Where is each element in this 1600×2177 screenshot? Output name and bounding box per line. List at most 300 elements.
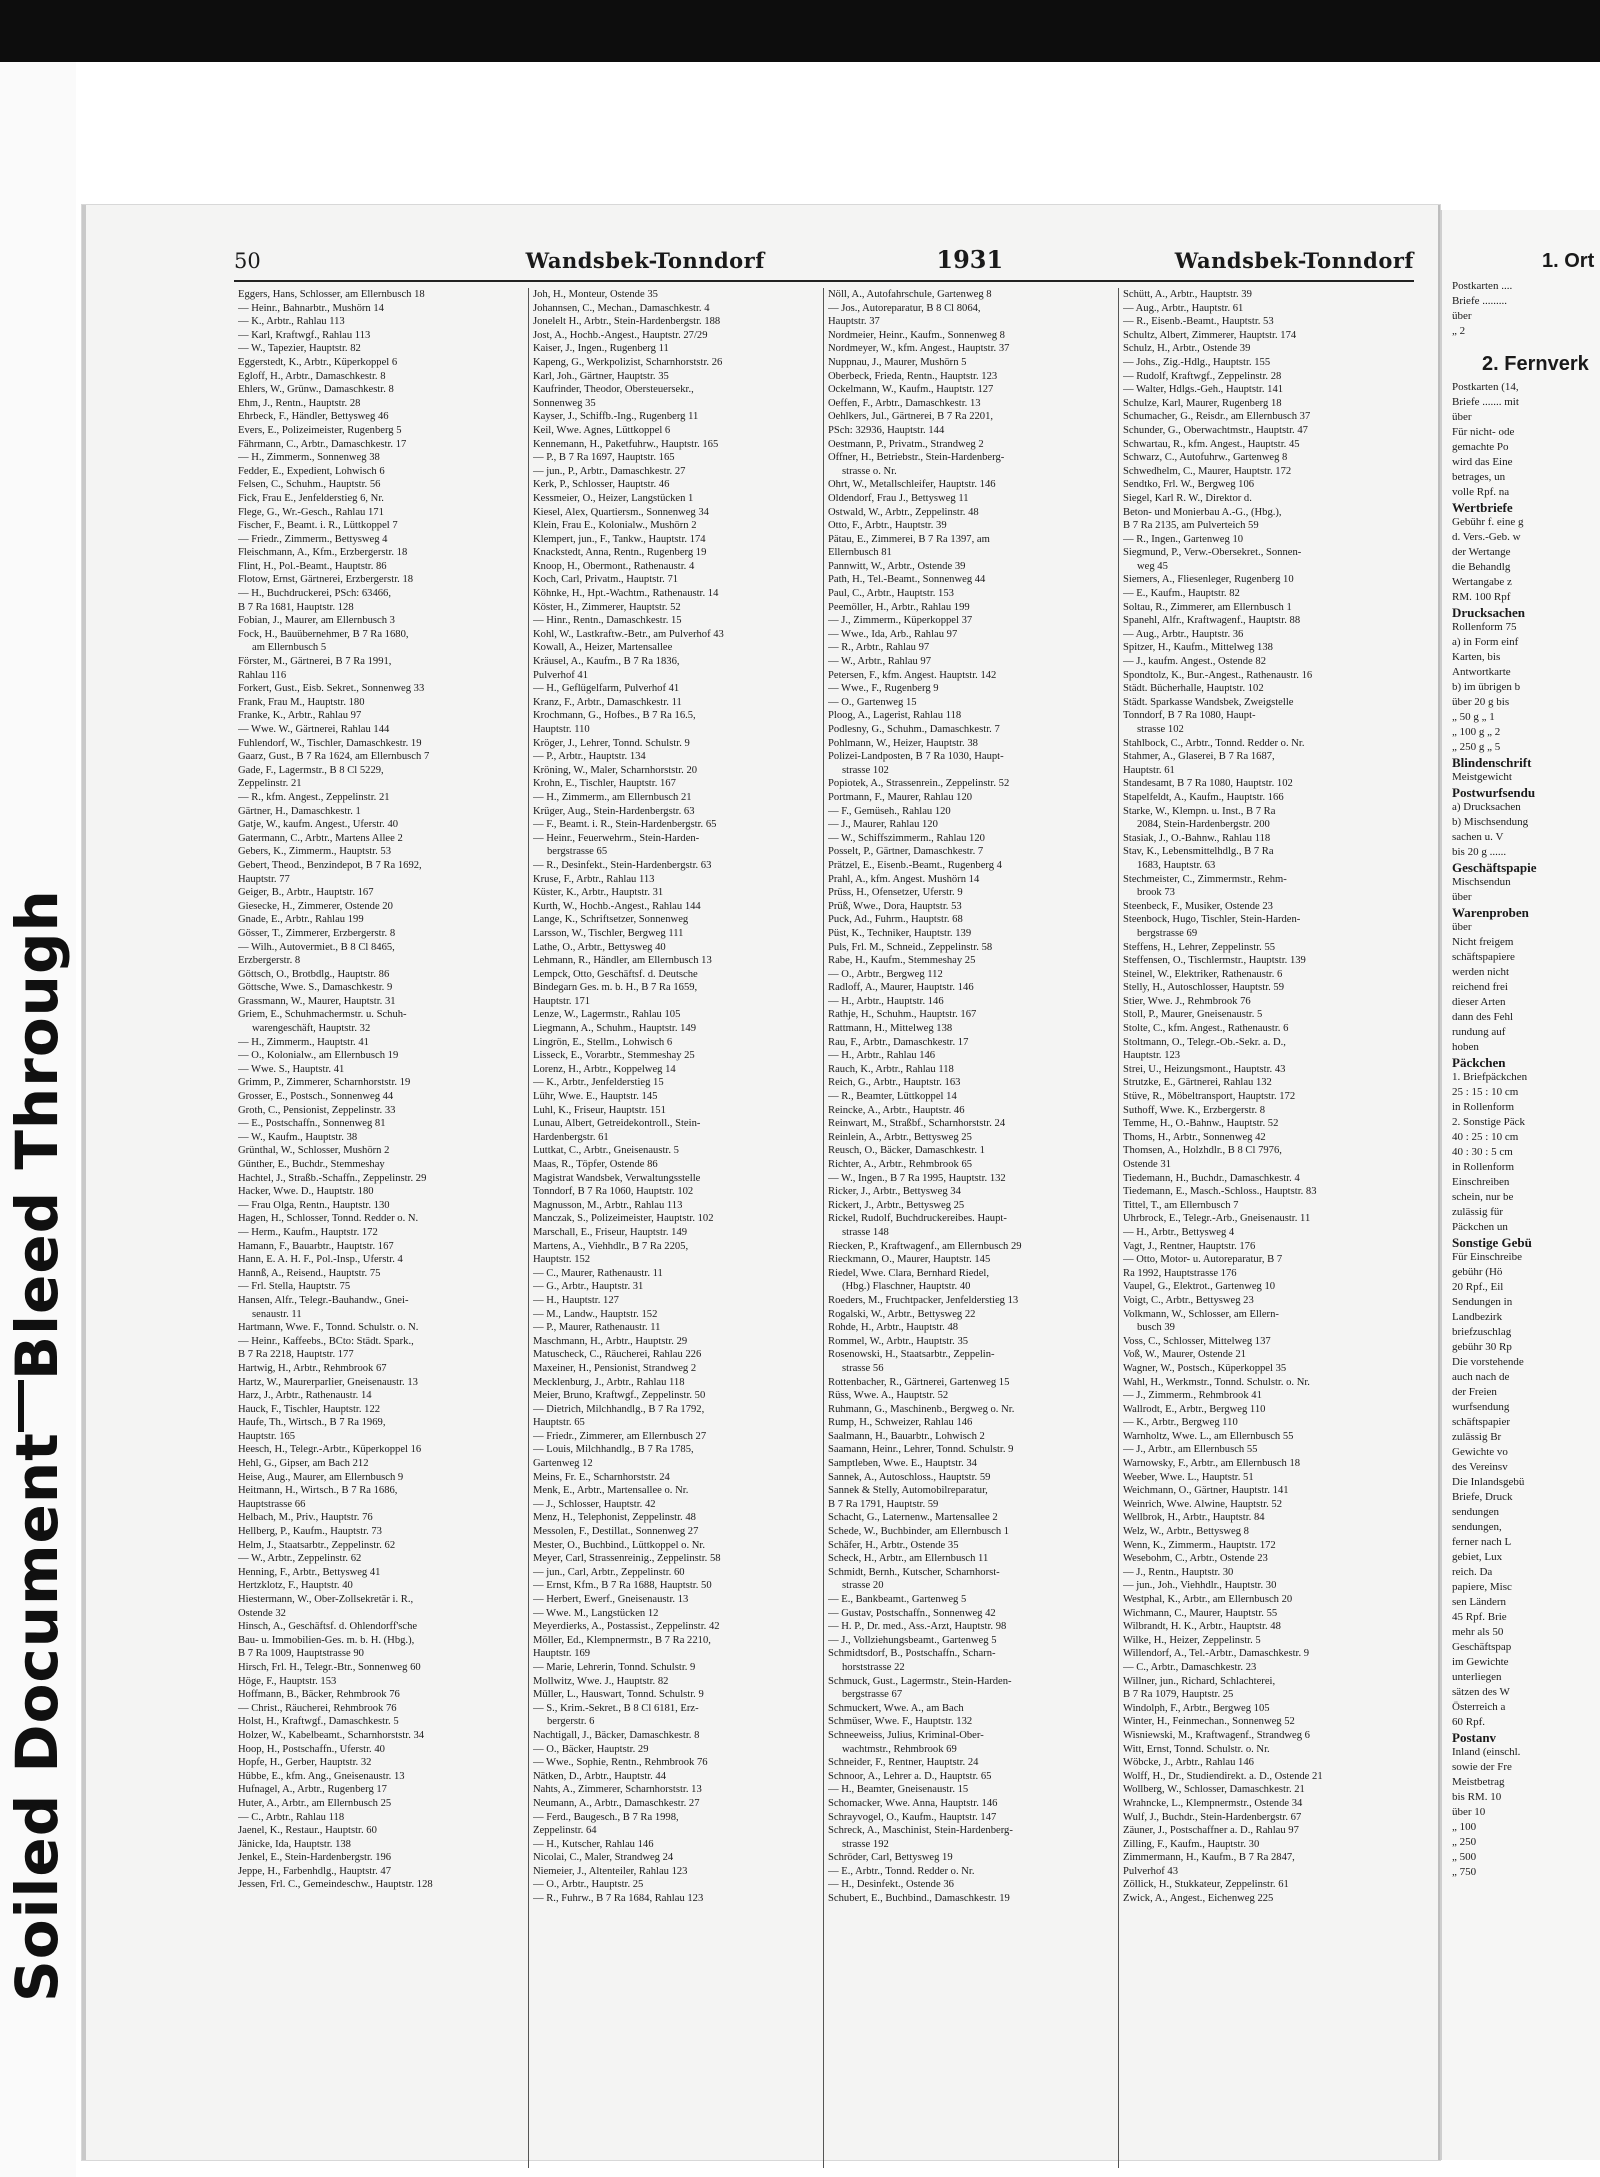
directory-entry: — Louis, Milchhandlg., B 7 Ra 1785, xyxy=(533,1444,694,1456)
directory-entry: Stelly, H., Autoschlosser, Hauptstr. 59 xyxy=(1123,982,1285,994)
rate-line: zulässig Br xyxy=(1452,1431,1502,1443)
rate-line: bis RM. 10 xyxy=(1452,1791,1502,1803)
directory-entry: — W., Kaufm., Hauptstr. 38 xyxy=(238,1131,358,1143)
directory-entry: Heesch, H., Telegr.-Arbtr., Küperkoppel 16 xyxy=(238,1444,422,1456)
directory-entry: warengeschäft, Hauptstr. 32 xyxy=(252,1023,371,1035)
directory-entry: — P., Maurer, Rathenaustr. 11 xyxy=(533,1322,661,1334)
directory-entry: — C., Maurer, Rathenaustr. 11 xyxy=(533,1267,663,1279)
directory-entry: — R., Fuhrw., B 7 Ra 1684, Rahlau 123 xyxy=(533,1893,704,1905)
directory-entry: Städt. Bücherhalle, Hauptstr. 102 xyxy=(1123,683,1264,695)
directory-entry: — Heinr., Kaffeebs., BCto: Städt. Spark., xyxy=(238,1335,414,1347)
rate-line: b) im übrigen b xyxy=(1452,681,1521,693)
directory-entry: Kranz, F., Arbtr., Damaschkestr. 11 xyxy=(533,696,682,708)
directory-entry: — W., Ingen., B 7 Ra 1995, Hauptstr. 132 xyxy=(828,1172,1006,1184)
directory-entry: Jeppe, H., Farbenhdlg., Hauptstr. 47 xyxy=(238,1865,391,1877)
directory-entry: Ehm, J., Rentn., Hauptstr. 28 xyxy=(238,397,361,409)
directory-columns xyxy=(234,288,1414,2168)
directory-entry: — Ferd., Baugesch., B 7 Ra 1998, xyxy=(533,1811,679,1823)
directory-entry: Podlesny, G., Schuhm., Damaschkestr. 7 xyxy=(828,724,1000,735)
directory-entry: Rabe, H., Kaufm., Stemmeshay 25 xyxy=(828,955,976,967)
directory-entry: — Hinr., Rentn., Damaschkestr. 15 xyxy=(533,615,682,627)
rate-line: 1. Briefpäckchen xyxy=(1452,1071,1528,1083)
directory-entry: Nicolai, C., Maler, Strandweg 24 xyxy=(533,1852,674,1864)
directory-entry: — H. P., Dr. med., Ass.-Arzt, Hauptstr. 98 xyxy=(828,1621,1007,1633)
rate-line: 20 Rpf., Eil xyxy=(1452,1281,1504,1293)
directory-entry: Siemers, A., Fliesenleger, Rugenberg 10 xyxy=(1123,574,1294,586)
directory-entry: bergstrasse 69 xyxy=(1137,927,1198,939)
directory-entry: Lehmann, R., Händler, am Ellernbusch 13 xyxy=(533,955,712,967)
rate-line: gebiet, Lux xyxy=(1452,1551,1503,1563)
directory-entry: Keil, Wwe. Agnes, Lüttkoppel 6 xyxy=(533,424,671,436)
directory-entry: — R., Desinfekt., Stein-Hardenbergstr. 63 xyxy=(533,859,712,871)
directory-entry: — Wwe., Sophie, Rentn., Rehmbrook 76 xyxy=(533,1757,708,1769)
directory-entry: Puck, Ad., Fuhrm., Hauptstr. 68 xyxy=(828,914,963,926)
rate-line: Antwortkarte xyxy=(1452,666,1511,678)
directory-entry: Hauptstr. 123 xyxy=(1123,1050,1181,1062)
directory-entry: B 7 Ra 1791, Hauptstr. 59 xyxy=(828,1498,939,1510)
rate-line: gebühr (Hö xyxy=(1452,1266,1503,1278)
directory-entry: Schröder, Carl, Bettysweg 19 xyxy=(828,1852,953,1864)
directory-entry: Rieckmann, O., Maurer, Hauptstr. 145 xyxy=(828,1254,991,1266)
directory-entry: Richter, A., Arbtr., Rehmbrook 65 xyxy=(828,1159,973,1170)
section-heading-long-distance: 2. Fernverk xyxy=(1482,353,1589,375)
directory-entry: B 7 Ra 2135, am Pulverteich 59 xyxy=(1123,520,1259,532)
directory-entry: — Ernst, Kfm., B 7 Ra 1688, Hauptstr. 50 xyxy=(533,1580,712,1592)
directory-entry: — H., Geflügelfarm, Pulverhof 41 xyxy=(533,683,680,695)
directory-entry: Thoms, H., Arbtr., Sonnenweg 42 xyxy=(1123,1131,1266,1143)
directory-entry: B 7 Ra 1009, Hauptstrasse 90 xyxy=(238,1648,364,1660)
rate-line: 25 : 15 : 10 cm xyxy=(1452,1086,1519,1098)
rate-line: der Wertange xyxy=(1452,546,1511,558)
directory-entry: 2084, Stein-Hardenbergstr. 200 xyxy=(1137,819,1270,831)
directory-entry: Thomsen, A., Holzhdlr., B 8 Cl 7976, xyxy=(1123,1145,1282,1157)
directory-entry: Stasiak, J., O.-Bahnw., Rahlau 118 xyxy=(1123,832,1271,844)
directory-entry: — Friedr., Zimmerm., Bettysweg 4 xyxy=(238,533,388,545)
directory-entry: Wellbrok, H., Arbtr., Hauptstr. 84 xyxy=(1123,1512,1265,1524)
directory-entry: Steffensen, O., Tischlermstr., Hauptstr. 139 xyxy=(1123,955,1306,967)
rate-line: 45 Rpf. Brie xyxy=(1452,1611,1507,1623)
directory-entry: Rogalski, W., Arbtr., Bettysweg 22 xyxy=(828,1308,976,1320)
rate-line: „ 100 g „ 2 xyxy=(1452,726,1501,738)
rate-line: Päckchen un xyxy=(1452,1221,1508,1233)
rate-line: 40 : 25 : 10 cm xyxy=(1452,1131,1519,1143)
directory-entry: Krohn, E., Tischler, Hauptstr. 167 xyxy=(533,778,676,790)
directory-entry: Welz, W., Arbtr., Bettysweg 8 xyxy=(1123,1526,1249,1538)
directory-entry: Stoll, P., Maurer, Gneisenaustr. 5 xyxy=(1123,1009,1263,1021)
directory-entry: Groth, C., Pensionist, Zeppelinstr. 33 xyxy=(238,1104,396,1116)
directory-entry: B 7 Ra 1681, Hauptstr. 128 xyxy=(238,601,354,613)
directory-entry: Göttsche, Wwe. S., Damaschkestr. 9 xyxy=(238,982,393,994)
rate-line: b) Mischsendung xyxy=(1452,816,1529,828)
directory-entry: — Gustav, Postschaffn., Sonnenweg 42 xyxy=(828,1607,996,1619)
directory-entry: Rauch, K., Arbtr., Rahlau 118 xyxy=(828,1063,954,1075)
rate-line: Briefe, Druck xyxy=(1452,1491,1513,1503)
directory-entry: Wichmann, C., Maurer, Hauptstr. 55 xyxy=(1123,1607,1278,1619)
directory-entry: Hellberg, P., Kaufm., Hauptstr. 73 xyxy=(238,1526,382,1538)
rate-line: „ 100 xyxy=(1452,1821,1477,1833)
directory-entry: Hacker, Wwe. D., Hauptstr. 180 xyxy=(238,1186,374,1198)
directory-entry: Klempert, jun., F., Tankw., Hauptstr. 174 xyxy=(533,533,706,545)
directory-entry: Menz, H., Telephonist, Zeppelinstr. 48 xyxy=(533,1512,696,1524)
directory-entry: Fleischmann, A., Kfm., Erzbergerstr. 18 xyxy=(238,547,408,559)
rate-line: Gewichte vo xyxy=(1452,1446,1508,1458)
directory-entry: am Ellernbusch 5 xyxy=(252,642,327,654)
directory-column-4 xyxy=(1119,288,1414,2168)
directory-entry: strasse 56 xyxy=(842,1362,884,1374)
directory-entry: Tiedemann, H., Buchdr., Damaschkestr. 4 xyxy=(1123,1172,1300,1184)
directory-entry: Siegel, Karl R. W., Direktor d. xyxy=(1123,492,1252,504)
directory-entry: — R., Ingen., Gartenweg 10 xyxy=(1123,533,1244,545)
rate-line: die Behandlg xyxy=(1452,561,1511,573)
directory-entry: Joh, H., Monteur, Ostende 35 xyxy=(533,289,658,300)
directory-entry: Wolff, H., Dr., Studiendirekt. a. D., Ostende 21 xyxy=(1123,1770,1323,1782)
directory-entry: — J., kaufm. Angest., Ostende 82 xyxy=(1123,656,1266,668)
directory-entry: Magistrat Wandsbek, Verwaltungsstelle xyxy=(533,1172,701,1184)
directory-entry: Tittel, T., am Ellernbusch 7 xyxy=(1123,1199,1239,1211)
directory-entry: Hardenbergstr. 61 xyxy=(533,1131,609,1143)
directory-entry: Offner, H., Betriebstr., Stein-Hardenberg- xyxy=(828,452,1005,464)
directory-entry: Holst, H., Kraftwgf., Damaschkestr. 5 xyxy=(238,1716,399,1728)
directory-entry: Heise, Aug., Maurer, am Ellernbusch 9 xyxy=(238,1471,404,1483)
directory-entry: Wrahncke, L., Klempnermstr., Ostende 34 xyxy=(1123,1797,1303,1809)
directory-entry: Hamann, F., Bauarbtr., Hauptstr. 167 xyxy=(238,1240,394,1252)
directory-entry: Kayser, J., Schiffb.-Ing., Rugenberg 11 xyxy=(533,411,699,423)
section-heading-local: 1. Ort xyxy=(1542,250,1595,272)
directory-entry: Oeffen, F., Arbtr., Damaschkestr. 13 xyxy=(828,397,981,409)
rate-line: Warenproben xyxy=(1452,905,1529,920)
directory-entry: Ockelmann, W., Kaufm., Hauptstr. 127 xyxy=(828,384,994,396)
directory-entry: Hoop, H., Postschaffn., Uferstr. 40 xyxy=(238,1743,385,1755)
rate-line: der Freien xyxy=(1452,1386,1497,1398)
rate-line: unterliegen xyxy=(1452,1671,1502,1683)
directory-entry: Köster, H., Zimmerer, Hauptstr. 52 xyxy=(533,601,681,613)
directory-entry: Gatje, W., kaufm. Angest., Uferstr. 40 xyxy=(238,819,399,831)
directory-entry: Felsen, C., Schuhm., Hauptstr. 56 xyxy=(238,479,381,491)
directory-entry: Schnoor, A., Lehrer a. D., Hauptstr. 65 xyxy=(828,1770,992,1782)
rate-line: des Vereinsv xyxy=(1452,1461,1508,1473)
directory-entry: Hagen, H., Schlosser, Tonnd. Redder o. N. xyxy=(238,1213,419,1225)
directory-entry: Petersen, F., kfm. Angest. Hauptstr. 142 xyxy=(828,669,997,681)
rate-line: „ 750 xyxy=(1452,1866,1477,1878)
directory-entry: Hertzklotz, F., Hauptstr. 40 xyxy=(238,1580,353,1592)
rate-line: a) Drucksachen xyxy=(1452,801,1521,813)
directory-entry: Luttkat, C., Arbtr., Gneisenaustr. 5 xyxy=(533,1145,679,1157)
directory-entry: Bau- u. Immobilien-Ges. m. b. H. (Hbg.), xyxy=(238,1634,415,1646)
directory-entry: Schreck, A., Maschinist, Stein-Hardenberg- xyxy=(828,1825,1013,1837)
directory-entry: Lunau, Albert, Getreidekontroll., Stein- xyxy=(533,1118,701,1130)
directory-entry: Eggerstedt, K., Arbtr., Küperkoppel 6 xyxy=(238,356,398,368)
directory-entry: — E., Kaufm., Hauptstr. 82 xyxy=(1123,588,1240,600)
directory-entry: brook 73 xyxy=(1137,887,1175,899)
directory-entry: Strutzke, E., Gärtnerei, Rahlau 132 xyxy=(1123,1077,1272,1089)
directory-entry: Wenn, K., Zimmerm., Hauptstr. 172 xyxy=(1123,1539,1276,1551)
rate-line: Briefe ......... xyxy=(1452,295,1507,307)
directory-entry: Lange, K., Schriftsetzer, Sonnenweg xyxy=(533,914,689,926)
rate-line: Für Einschreibe xyxy=(1452,1251,1522,1263)
rate-line: Postkarten (14, xyxy=(1452,381,1519,393)
directory-entry: — Heinr., Bahnarbtr., Mushörn 14 xyxy=(238,302,384,314)
stamp-text-soiled: Soiled Document xyxy=(3,1432,72,2002)
directory-entry: Prahl, A., kfm. Angest. Mushörn 14 xyxy=(828,873,980,885)
directory-entry: — J., Zimmerm., Küperkoppel 37 xyxy=(828,615,973,627)
directory-entry: Strei, U., Heizungsmont., Hauptstr. 43 xyxy=(1123,1063,1286,1075)
directory-entry: Radloff, A., Maurer, Hauptstr. 146 xyxy=(828,982,974,994)
directory-entry: — J., Vollziehungsbeamt., Gartenweg 5 xyxy=(828,1634,997,1646)
directory-entry: Hauptstr. 152 xyxy=(533,1254,591,1266)
rate-line: „ 250 g „ 5 xyxy=(1452,741,1501,753)
directory-entry: — P., Arbtr., Hauptstr. 134 xyxy=(533,751,646,763)
directory-entry: Rickel, Rudolf, Buchdruckereibes. Haupt- xyxy=(828,1213,1007,1225)
directory-entry: Zwick, A., Angest., Eichenweg 225 xyxy=(1123,1893,1274,1905)
rate-line: Postkarten .... xyxy=(1452,280,1513,292)
directory-entry: — H., Arbtr., Rahlau 146 xyxy=(828,1050,936,1062)
stamp-separator xyxy=(18,1380,24,1432)
rate-line: Meistbetrag xyxy=(1452,1776,1505,1788)
rate-line: in Rollenform xyxy=(1452,1101,1515,1113)
directory-page xyxy=(82,205,1440,2160)
directory-entry: Oldendorf, Frau J., Bettysweg 11 xyxy=(828,492,969,504)
directory-entry: Evers, E., Polizeimeister, Rugenberg 5 xyxy=(238,424,402,436)
directory-entry: Wilbrandt, H. K., Arbtr., Hauptstr. 48 xyxy=(1123,1621,1281,1633)
directory-entry: Helbach, M., Priv., Hauptstr. 76 xyxy=(238,1512,373,1524)
condition-stamp xyxy=(3,362,72,2002)
rate-line: auch nach de xyxy=(1452,1371,1510,1383)
directory-entry: — Christ., Räucherei, Rehmbrook 76 xyxy=(238,1702,397,1714)
directory-entry: Vagt, J., Rentner, Hauptstr. 176 xyxy=(1123,1240,1256,1252)
directory-entry: Kurth, W., Hochb.-Angest., Rahlau 144 xyxy=(533,900,701,912)
directory-entry: Prüß, Wwe., Dora, Hauptstr. 53 xyxy=(828,900,962,912)
directory-entry: — Friedr., Zimmerer, am Ellernbusch 27 xyxy=(533,1430,707,1442)
directory-entry: Ruhmann, G., Maschinenb., Bergweg o. Nr. xyxy=(828,1403,1015,1415)
directory-entry: Heitmann, H., Wirtsch., B 7 Ra 1686, xyxy=(238,1485,398,1497)
directory-entry: Lathe, O., Arbtr., Bettysweg 40 xyxy=(533,941,666,953)
directory-entry: Prätzel, E., Eisenb.-Beamt., Rugenberg 4 xyxy=(828,859,1002,871)
rate-line: über xyxy=(1452,891,1472,903)
directory-entry: — jun., Joh., Viehhdlr., Hauptstr. 30 xyxy=(1123,1580,1277,1592)
directory-entry: Weichmann, O., Gärtner, Hauptstr. 141 xyxy=(1123,1485,1289,1497)
directory-entry: — H., Zimmerm., Hauptstr. 41 xyxy=(238,1036,369,1048)
directory-entry: Wallrodt, E., Arbtr., Bergweg 110 xyxy=(1123,1403,1266,1415)
directory-entry: Tonndorf, B 7 Ra 1060, Hauptstr. 102 xyxy=(533,1186,694,1198)
directory-entry: — jun., Carl, Arbtr., Zeppelinstr. 60 xyxy=(533,1566,685,1578)
directory-entry: Portmann, F., Maurer, Rahlau 120 xyxy=(828,791,973,803)
directory-entry: busch 39 xyxy=(1137,1322,1175,1334)
rate-line: Postwurfsendu xyxy=(1452,785,1536,800)
directory-entry: Hann, E. A. H. F., Pol.-Insp., Uferstr. 4 xyxy=(238,1254,403,1266)
directory-entry: Hirsch, Frl. H., Telegr.-Btr., Sonnenweg 60 xyxy=(238,1661,421,1673)
directory-entry: Stapelfeldt, A., Kaufm., Hauptstr. 166 xyxy=(1123,791,1284,803)
directory-entry: Nuppnau, J., Maurer, Mushörn 5 xyxy=(828,356,967,368)
directory-entry: Wahl, H., Werkmstr., Tonnd. Schulstr. o. Nr. xyxy=(1123,1376,1310,1388)
directory-entry: Tiedemann, E., Masch.-Schloss., Hauptstr. 83 xyxy=(1123,1186,1317,1198)
directory-entry: Nätken, D., Arbtr., Hauptstr. 44 xyxy=(533,1770,666,1782)
directory-entry: Schwartau, R., kfm. Angest., Hauptstr. 45 xyxy=(1123,438,1300,450)
rate-line: Österreich a xyxy=(1452,1701,1506,1713)
directory-entry: — C., Arbtr., Rahlau 118 xyxy=(238,1811,345,1823)
rate-line: im Gewichte xyxy=(1452,1656,1509,1668)
directory-entry: Grassmann, W., Maurer, Hauptstr. 31 xyxy=(238,995,396,1007)
directory-entry: Rosenowski, H., Staatsarbtr., Zeppelin- xyxy=(828,1349,995,1361)
directory-entry: Matuscheck, C., Räucherei, Rahlau 226 xyxy=(533,1349,702,1361)
directory-entry: (Hbg.) Flaschner, Hauptstr. 40 xyxy=(842,1281,971,1293)
directory-entry: — Johs., Zig.-Hdlg., Hauptstr. 155 xyxy=(1123,356,1271,368)
rate-line: über xyxy=(1452,921,1472,933)
directory-entry: Zeppelinstr. 64 xyxy=(533,1825,597,1837)
directory-entry: Kröger, J., Lehrer, Tonnd. Schulstr. 9 xyxy=(533,737,690,749)
directory-entry: weg 45 xyxy=(1137,560,1168,572)
directory-entry: Spitzer, H., Kaufm., Mittelweg 138 xyxy=(1123,642,1273,654)
directory-entry: Klein, Frau E., Kolonialw., Mushörn 2 xyxy=(533,520,697,532)
directory-entry: — Walter, Hdlgs.-Geh., Hauptstr. 141 xyxy=(1123,384,1284,396)
directory-entry: Martens, A., Viehhdlr., B 7 Ra 2205, xyxy=(533,1240,689,1252)
directory-entry: Schäfer, H., Arbtr., Ostende 35 xyxy=(828,1539,959,1551)
directory-entry: Hannß, A., Reisend., Hauptstr. 75 xyxy=(238,1267,381,1279)
facing-page-fragment xyxy=(1440,210,1600,2160)
directory-entry: Rattmann, H., Mittelweg 138 xyxy=(828,1023,953,1035)
rate-line: Landbezirk xyxy=(1452,1311,1503,1323)
directory-entry: Fischer, F., Beamt. i. R., Lüttkoppel 7 xyxy=(238,520,398,532)
directory-entry: Reich, G., Arbtr., Hauptstr. 163 xyxy=(828,1077,961,1089)
directory-entry: Ploog, A., Lagerist, Rahlau 118 xyxy=(828,710,962,722)
directory-entry: — H., Hauptstr. 127 xyxy=(533,1294,619,1306)
directory-entry: Popiotek, A., Strassenrein., Zeppelinstr. 52 xyxy=(828,778,1010,790)
directory-entry: bergstrasse 65 xyxy=(547,846,608,858)
directory-entry: Wollberg, W., Schlosser, Damaschkestr. 21 xyxy=(1123,1784,1305,1796)
directory-entry: — Wwe. S., Hauptstr. 41 xyxy=(238,1063,345,1075)
directory-entry: — Jos., Autoreparatur, B 8 Cl 8064, xyxy=(828,302,981,314)
directory-entry: — H., Zimmerm., Sonnenweg 38 xyxy=(238,452,380,464)
rate-line: mehr als 50 xyxy=(1452,1626,1504,1638)
directory-entry: — Frau Olga, Rentn., Hauptstr. 130 xyxy=(238,1199,390,1211)
directory-entry: Stechmeister, C., Zimmermstr., Rehm- xyxy=(1123,873,1287,885)
directory-entry: Soltau, R., Zimmerer, am Ellernbusch 1 xyxy=(1123,601,1292,613)
directory-entry: Willendorf, A., Tel.-Arbtr., Damaschkestr. 9 xyxy=(1123,1648,1310,1660)
rate-line: Sonstige Gebü xyxy=(1452,1235,1532,1250)
directory-entry: horststrasse 22 xyxy=(842,1661,905,1673)
rate-line: Päckchen xyxy=(1452,1055,1506,1070)
directory-entry: Stahlbock, C., Arbtr., Tonnd. Redder o. Nr. xyxy=(1123,737,1305,749)
page-number: 50 xyxy=(234,249,261,273)
directory-entry: strasse 20 xyxy=(842,1580,884,1592)
scan-margin xyxy=(0,62,76,2177)
directory-entry: Fährmann, C., Arbtr., Damaschkestr. 17 xyxy=(238,438,407,450)
directory-entry: Voss, C., Schlosser, Mittelweg 137 xyxy=(1123,1335,1271,1347)
directory-entry: Kessmeier, O., Heizer, Langstücken 1 xyxy=(533,492,694,504)
directory-entry: Reusch, O., Bäcker, Damaschkestr. 1 xyxy=(828,1145,985,1157)
rate-line: Geschäftspapie xyxy=(1452,860,1537,875)
directory-entry: Pannwitt, W., Arbtr., Ostende 39 xyxy=(828,560,966,572)
directory-entry: Flege, G., Wr.-Gesch., Rahlau 171 xyxy=(238,506,384,518)
directory-entry: Städt. Sparkasse Wandsbek, Zweigstelle xyxy=(1123,696,1294,708)
directory-entry: Hinsch, A., Geschäftsf. d. Ohlendorff'sche xyxy=(238,1621,418,1633)
directory-entry: Hoffmann, B., Bäcker, Rehmbrook 76 xyxy=(238,1689,400,1701)
directory-entry: Karl, Joh., Gärtner, Hauptstr. 35 xyxy=(533,370,669,382)
rate-line: sowie der Fre xyxy=(1452,1761,1512,1773)
directory-entry: — H., Kutscher, Rahlau 146 xyxy=(533,1838,654,1850)
directory-entry: — Karl, Kraftwgf., Rahlau 113 xyxy=(238,329,371,341)
directory-entry: — H., Arbtr., Bettysweg 4 xyxy=(1123,1226,1235,1238)
directory-entry: Liegmann, A., Schuhm., Hauptstr. 149 xyxy=(533,1023,697,1035)
directory-entry: Zöllick, H., Stukkateur, Zeppelinstr. 61 xyxy=(1123,1879,1289,1891)
rate-line: Einschreiben xyxy=(1452,1176,1510,1188)
directory-entry: Kowall, A., Heizer, Martensallee xyxy=(533,642,673,654)
rate-line: Rollenform 75 xyxy=(1452,621,1517,633)
directory-entry: Luhl, K., Friseur, Hauptstr. 151 xyxy=(533,1104,666,1116)
directory-entry: Schneider, F., Rentner, Hauptstr. 24 xyxy=(828,1757,979,1769)
directory-entry: Schwarz, C., Autofuhrw., Gartenweg 8 xyxy=(1123,452,1288,464)
directory-entry: Warnowsky, F., Arbtr., am Ellernbusch 18 xyxy=(1123,1458,1301,1470)
directory-entry: PSch: 32936, Hauptstr. 144 xyxy=(828,424,945,436)
directory-entry: Nordmeier, Heinr., Kaufm., Sonnenweg 8 xyxy=(828,329,1005,341)
directory-entry: Oestmann, P., Privatm., Strandweg 2 xyxy=(828,438,984,450)
directory-entry: Harz, J., Arbtr., Rathenaustr. 14 xyxy=(238,1390,372,1402)
rate-line: über xyxy=(1452,411,1472,423)
directory-entry: Wöbcke, J., Arbtr., Rahlau 146 xyxy=(1123,1757,1254,1769)
rate-line: schäftspapier xyxy=(1452,1416,1511,1428)
directory-entry: Scheck, H., Arbtr., am Ellernbusch 11 xyxy=(828,1553,989,1565)
directory-entry: Hopfe, H., Gerber, Hauptstr. 32 xyxy=(238,1757,372,1769)
directory-entry: Wisniewski, M., Kraftwagenf., Strandweg 6 xyxy=(1123,1729,1310,1741)
directory-entry: Gebers, K., Zimmerm., Hauptstr. 53 xyxy=(238,846,391,858)
directory-entry: Lisseck, E., Vorarbtr., Stemmeshay 25 xyxy=(533,1050,695,1062)
directory-entry: — Dietrich, Milchhandlg., B 7 Ra 1792, xyxy=(533,1403,705,1415)
directory-entry: Schulz, H., Arbtr., Ostende 39 xyxy=(1123,343,1251,355)
directory-entry: Schmidtsdorf, B., Postschaffn., Scharn- xyxy=(828,1648,996,1660)
directory-entry: Hauptstr. 171 xyxy=(533,995,591,1007)
directory-entry: Witt, Ernst, Tonnd. Schulstr. o. Nr. xyxy=(1123,1743,1270,1755)
directory-entry: Hauptstr. 110 xyxy=(533,724,590,735)
directory-entry: bergerstr. 6 xyxy=(547,1716,595,1728)
directory-entry: Schwedhelm, C., Maurer, Hauptstr. 172 xyxy=(1123,465,1292,477)
rate-line: über 20 g bis xyxy=(1452,696,1510,708)
directory-entry: Rickert, J., Arbtr., Bettysweg 25 xyxy=(828,1199,965,1211)
directory-entry: — K., Arbtr., Jenfelderstieg 15 xyxy=(533,1077,664,1089)
directory-entry: Weeber, Wwe. L., Hauptstr. 51 xyxy=(1123,1471,1254,1483)
directory-entry: — R., Arbtr., Rahlau 97 xyxy=(828,642,930,654)
rate-line: schäftspapiere xyxy=(1452,951,1515,963)
directory-entry: Wulf, J., Buchdr., Stein-Hardenbergstr. 67 xyxy=(1123,1811,1302,1823)
directory-entry: Zeppelinstr. 21 xyxy=(238,778,302,790)
directory-entry: — J., Rentn., Hauptstr. 30 xyxy=(1123,1566,1234,1578)
directory-entry: Mecklenburg, J., Arbtr., Rahlau 118 xyxy=(533,1376,685,1388)
directory-entry: Westphal, K., Arbtr., am Ellernbusch 20 xyxy=(1123,1594,1293,1605)
directory-entry: — W., Schiffszimmerm., Rahlau 120 xyxy=(828,832,985,844)
directory-entry: Willner, jun., Richard, Schlachterei, xyxy=(1123,1675,1276,1687)
rate-line: RM. 100 Rpf xyxy=(1452,591,1511,603)
directory-entry: — Wilh., Autovermiet., B 8 Cl 8465, xyxy=(238,941,395,953)
directory-entry: — O., Arbtr., Bergweg 112 xyxy=(828,968,943,980)
directory-entry: Steffens, H., Lehrer, Zeppelinstr. 55 xyxy=(1123,941,1276,953)
directory-entry: Fuhlendorf, W., Tischler, Damaschkestr. 19 xyxy=(238,737,422,749)
directory-entry: Rau, F., Arbtr., Damaschkestr. 17 xyxy=(828,1036,969,1048)
rate-line: ferner nach L xyxy=(1452,1536,1512,1548)
directory-entry: Path, H., Tel.-Beamt., Sonnenweg 44 xyxy=(828,574,986,586)
rate-line: 2. Sonstige Päck xyxy=(1452,1116,1526,1128)
directory-entry: Hauptstr. 37 xyxy=(828,316,880,328)
directory-entry: wachtmstr., Rehmbrook 69 xyxy=(842,1743,957,1755)
rate-line: d. Vers.-Geb. w xyxy=(1452,531,1521,543)
directory-entry: Egloff, H., Arbtr., Damaschkestr. 8 xyxy=(238,370,386,382)
directory-entry: Ellernbusch 81 xyxy=(828,547,892,559)
rate-line: „ 250 xyxy=(1452,1836,1477,1848)
rate-line: briefzuschlag xyxy=(1452,1326,1512,1338)
directory-entry: Jaenel, K., Restaur., Hauptstr. 60 xyxy=(238,1825,377,1837)
directory-column-2 xyxy=(529,288,824,2168)
directory-entry: Stier, Wwe. J., Rehmbrook 76 xyxy=(1123,995,1251,1007)
directory-entry: Voigt, C., Arbtr., Bettysweg 23 xyxy=(1123,1294,1254,1306)
directory-entry: Maxeiner, H., Pensionist, Strandweg 2 xyxy=(533,1362,697,1374)
rate-line: papiere, Misc xyxy=(1452,1581,1512,1593)
